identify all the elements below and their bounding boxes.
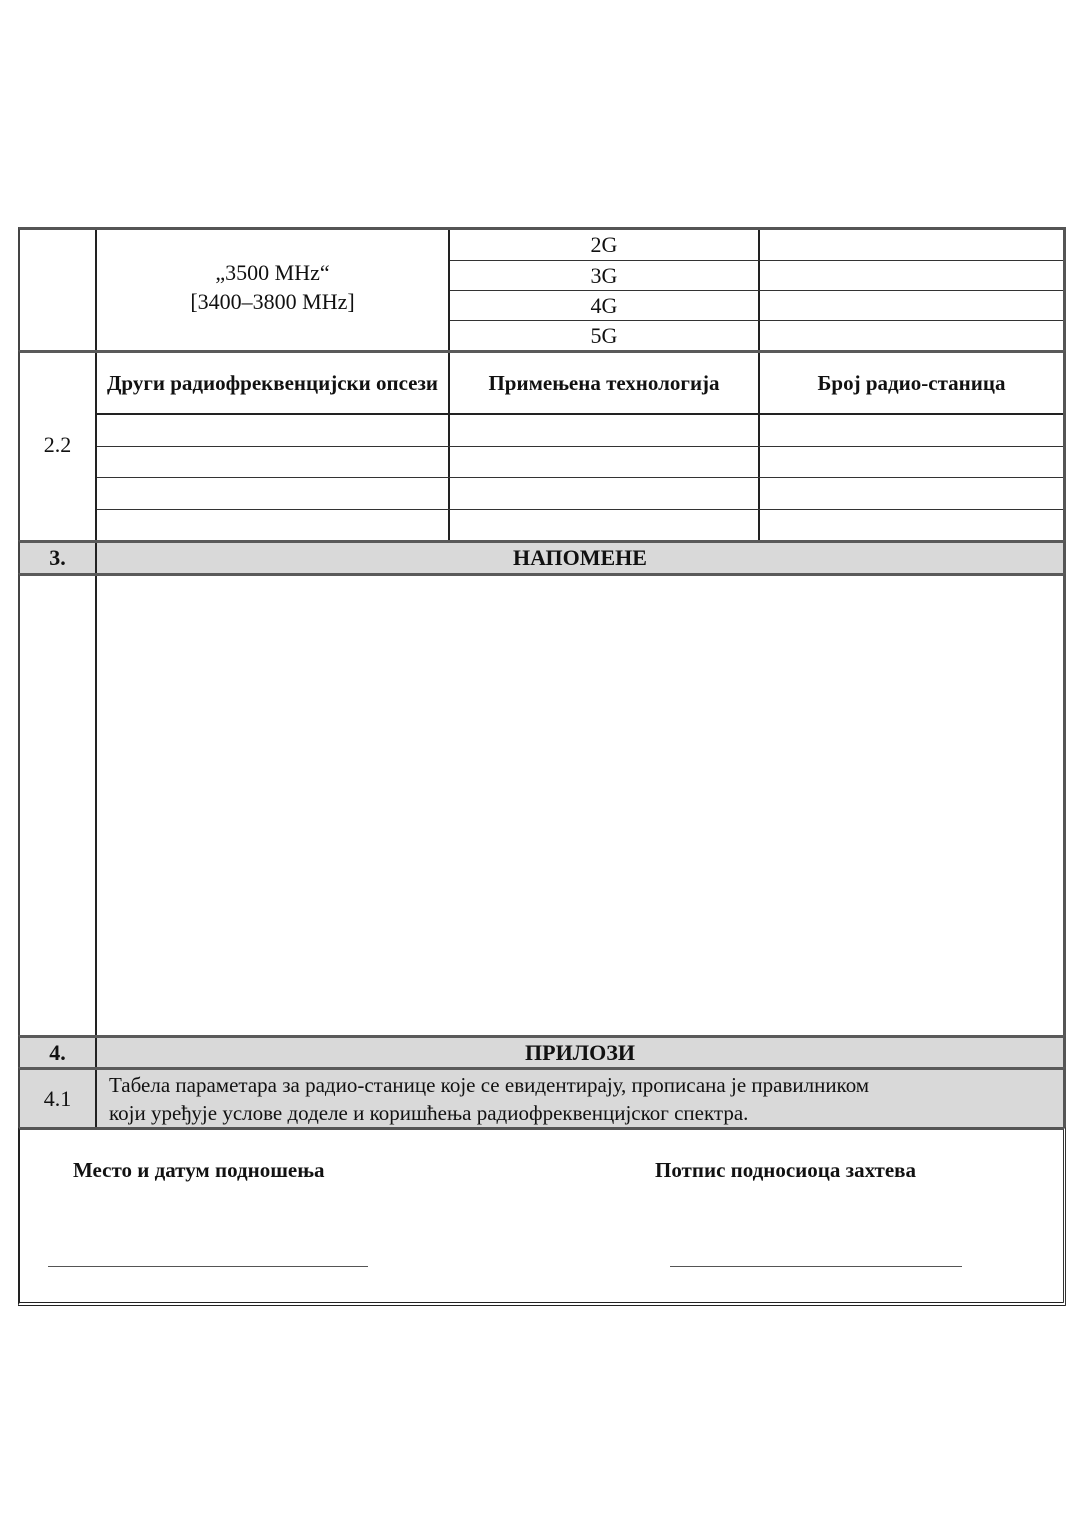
section-2-2	[18, 350, 1066, 540]
section-number: 3.	[20, 543, 97, 573]
station-count-field[interactable]	[760, 291, 1063, 320]
application-form	[18, 227, 1066, 1306]
place-date-line[interactable]	[48, 1266, 368, 1267]
station-count-field[interactable]	[760, 321, 1063, 350]
table-header-row	[97, 353, 1063, 415]
table-row	[97, 509, 1063, 540]
technology-row	[450, 290, 1063, 320]
table-row	[97, 415, 1063, 446]
stations-field[interactable]	[760, 447, 1063, 477]
band-3500-block	[18, 227, 1066, 350]
notes-block	[18, 573, 1066, 1035]
header-technology: Примењена технологија	[450, 353, 760, 413]
stations-field[interactable]	[760, 510, 1063, 540]
technology-field[interactable]	[450, 478, 760, 508]
band-name: „3500 MHz“	[215, 260, 330, 285]
technology-field[interactable]	[450, 447, 760, 477]
band-field[interactable]	[97, 478, 450, 508]
item-description	[97, 1070, 1063, 1127]
technology-row	[450, 230, 1063, 260]
band-range: [3400–3800 MHz]	[190, 289, 355, 314]
section-4-header	[18, 1035, 1066, 1067]
technology-list	[450, 230, 1063, 350]
technology-name: 4G	[450, 291, 760, 320]
header-bands: Други радиофреквенцијски опсези	[97, 353, 450, 413]
band-name-cell	[97, 230, 450, 350]
signature-block	[18, 1127, 1066, 1306]
attachment-item	[18, 1067, 1066, 1127]
band-field[interactable]	[97, 415, 450, 446]
other-bands-table	[97, 353, 1063, 540]
notes-field[interactable]	[97, 576, 1063, 1035]
section-number: 4.	[20, 1038, 97, 1067]
technology-field[interactable]	[450, 510, 760, 540]
table-row	[97, 446, 1063, 477]
section-title: НАПОМЕНЕ	[513, 545, 647, 570]
technology-name: 2G	[450, 230, 760, 260]
station-count-field[interactable]	[760, 261, 1063, 290]
item-text-line: који уређује услове доделе и коришћења радиофреквенцијског спектра.	[109, 1100, 749, 1125]
signature-line[interactable]	[670, 1266, 962, 1267]
technology-row	[450, 320, 1063, 350]
item-text-line: Табела параметара за радио-станице које се евидентирају, прописана је правилником	[109, 1072, 870, 1097]
section-number: 2.2	[20, 353, 97, 540]
signature-label: Потпис подносиоца захтева	[655, 1158, 917, 1182]
section-3-header	[18, 540, 1066, 573]
stations-field[interactable]	[760, 415, 1063, 446]
stations-field[interactable]	[760, 478, 1063, 508]
technology-name: 3G	[450, 261, 760, 290]
row-number-cell	[20, 576, 97, 1035]
station-count-field[interactable]	[760, 230, 1063, 260]
band-field[interactable]	[97, 447, 450, 477]
technology-name: 5G	[450, 321, 760, 350]
row-number-cell	[20, 230, 97, 350]
technology-field[interactable]	[450, 415, 760, 446]
header-stations: Број радио-станица	[817, 370, 1006, 395]
item-number: 4.1	[20, 1070, 97, 1127]
band-field[interactable]	[97, 510, 450, 540]
table-row	[97, 477, 1063, 508]
place-date-label: Место и датум подношења	[73, 1158, 325, 1182]
technology-row	[450, 260, 1063, 290]
section-title: ПРИЛОЗИ	[525, 1039, 635, 1065]
